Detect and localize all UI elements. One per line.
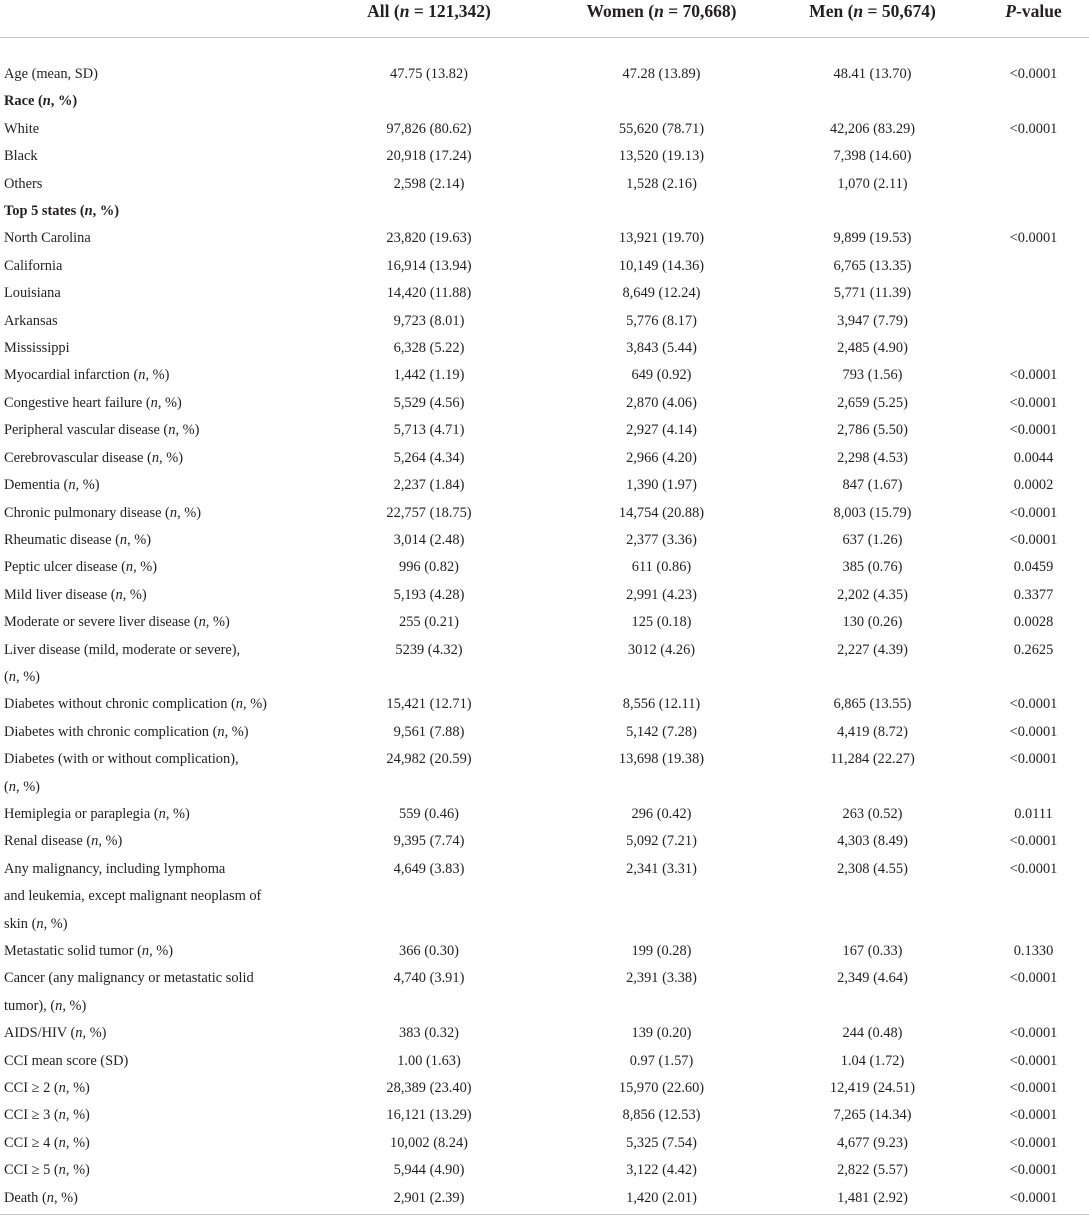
cell-men: 9,899 (19.53) (833, 230, 912, 247)
cell-p-value: <0.0001 (1009, 1134, 1058, 1151)
cell-p-value (978, 993, 1089, 1020)
cell-women: 649 (0.92) (631, 367, 692, 384)
cell-women: 3012 (4.26) (627, 641, 696, 658)
row-label: Diabetes without chronic complication (n, %) (4, 696, 267, 713)
cell-women: 5,325 (7.54) (626, 1134, 697, 1151)
row-label: Age (mean, SD) (4, 66, 98, 82)
row-label: and leukemia, except malignant neoplasm of (4, 888, 262, 905)
table-row (0, 116, 1089, 143)
cell-women: 3,122 (4.42) (626, 1162, 697, 1179)
cell-women: 296 (0.42) (631, 805, 692, 822)
table-row (0, 664, 1089, 691)
cell-men: 2,349 (4.64) (837, 970, 908, 987)
cell-p-value: <0.0001 (1009, 1189, 1058, 1206)
cell-all: 10,002 (8.24) (390, 1134, 468, 1151)
cell-p-value: <0.0001 (1009, 1107, 1058, 1124)
row-label: CCI ≥ 4 (n, %) (4, 1134, 90, 1151)
table-row (0, 719, 1089, 746)
cell-all: 996 (0.82) (399, 559, 459, 576)
cell-all: 5239 (4.32) (395, 641, 463, 658)
table-row (0, 1102, 1089, 1129)
row-label: Chronic pulmonary disease (n, %) (4, 504, 202, 521)
cell-all: 4,740 (3.91) (393, 970, 465, 987)
row-label: Peptic ulcer disease (n, %) (4, 559, 158, 576)
cell-all (302, 198, 556, 225)
table-row (0, 883, 1089, 910)
cell-men: 1,070 (2.11) (837, 175, 908, 192)
cell-all: 22,757 (18.75) (386, 504, 472, 521)
cell-p-value (978, 88, 1089, 115)
cell-p-value: <0.0001 (1009, 833, 1058, 850)
row-label: Congestive heart failure (n, %) (4, 394, 182, 411)
cell-all: 24,982 (20.59) (386, 751, 472, 768)
table-body (0, 61, 1089, 1212)
cell-men: 2,308 (4.55) (837, 860, 908, 877)
cell-p-value (978, 911, 1089, 938)
cell-men: 7,398 (14.60) (833, 148, 912, 165)
cell-men: 1,481 (2.92) (837, 1189, 908, 1206)
cell-men: 637 (1.26) (842, 531, 903, 548)
cell-women: 2,991 (4.23) (626, 586, 697, 603)
table-row (0, 225, 1089, 252)
cell-all: 4,649 (3.83) (393, 860, 465, 877)
cell-men: 2,786 (5.50) (837, 422, 908, 439)
header-p-value: P-value (1005, 1, 1062, 21)
cell-all: 2,901 (2.39) (393, 1189, 465, 1206)
row-label: CCI ≥ 3 (n, %) (4, 1107, 90, 1124)
row-label: CCI mean score (SD) (4, 1052, 129, 1069)
cell-p-value: <0.0001 (1009, 422, 1058, 439)
cell-all: 1,442 (1.19) (393, 367, 465, 384)
row-label: AIDS/HIV (n, %) (4, 1025, 107, 1042)
row-label: Rheumatic disease (n, %) (4, 531, 152, 548)
cell-all: 14,420 (11.88) (386, 285, 472, 302)
cell-women: 5,092 (7.21) (626, 833, 697, 850)
cell-men: 5,771 (11.39) (833, 285, 912, 302)
cell-women: 5,776 (8.17) (626, 312, 697, 329)
cell-p-value: 0.0028 (1013, 614, 1054, 631)
cell-men (767, 774, 978, 801)
cell-men: 167 (0.33) (842, 943, 903, 959)
cell-men (767, 911, 978, 938)
cell-men: 2,659 (5.25) (837, 394, 908, 411)
row-label: Death (n, %) (4, 1189, 78, 1206)
cell-men: 1.04 (1.72) (840, 1052, 905, 1069)
cell-women: 13,520 (19.13) (618, 148, 705, 165)
cell-women: 125 (0.18) (631, 614, 692, 631)
table-row (0, 445, 1089, 472)
cell-men: 6,865 (13.55) (833, 696, 912, 713)
row-label: CCI ≥ 2 (n, %) (4, 1080, 90, 1097)
cell-p-value: 0.0002 (1013, 477, 1054, 494)
section-row (0, 88, 1089, 115)
cell-men: 4,419 (8.72) (837, 723, 908, 740)
cell-women: 1,528 (2.16) (626, 175, 697, 192)
cell-p-value: <0.0001 (1009, 751, 1058, 768)
cell-p-value (978, 198, 1089, 225)
cell-women: 13,921 (19.70) (618, 230, 705, 247)
cell-all: 2,598 (2.14) (393, 175, 465, 192)
cell-men: 3,947 (7.79) (837, 312, 908, 329)
cell-p-value: <0.0001 (1009, 970, 1058, 987)
table-row (0, 609, 1089, 636)
row-label: Louisiana (4, 285, 61, 302)
cell-women: 14,754 (20.88) (618, 504, 705, 521)
cell-women: 1,390 (1.97) (626, 477, 697, 494)
cell-men: 793 (1.56) (842, 367, 903, 384)
table-row (0, 472, 1089, 499)
row-label: Race (n, %) (4, 93, 78, 110)
header-women: Women (n = 70,668) (586, 1, 737, 21)
cell-women: 10,149 (14.36) (618, 257, 705, 274)
cell-p-value: <0.0001 (1009, 860, 1058, 877)
cell-men (767, 993, 978, 1020)
row-label: Mild liver disease (n, %) (4, 586, 147, 603)
table-row (0, 61, 1089, 88)
cell-p-value: <0.0001 (1009, 66, 1058, 82)
table-row (0, 637, 1089, 664)
cell-men: 4,677 (9.23) (837, 1134, 908, 1151)
table-row (0, 253, 1089, 280)
cell-p-value: <0.0001 (1009, 1052, 1058, 1069)
table-row (0, 774, 1089, 801)
row-label: skin (n, %) (4, 915, 68, 932)
cell-p-value: <0.0001 (1009, 1162, 1058, 1179)
table-row (0, 527, 1089, 554)
row-label: Diabetes with chronic complication (n, %) (4, 723, 249, 740)
table-row (0, 143, 1089, 170)
table-row (0, 1075, 1089, 1102)
cell-women: 2,927 (4.14) (626, 422, 697, 439)
table-row (0, 582, 1089, 609)
cell-men: 2,485 (4.90) (837, 340, 908, 357)
cell-men: 130 (0.26) (842, 614, 903, 631)
table-row (0, 500, 1089, 527)
row-label: Cancer (any malignancy or metastatic solid (4, 970, 254, 987)
cell-all (302, 883, 556, 910)
cell-men: 2,298 (4.53) (837, 449, 908, 466)
cell-women: 47.28 (13.89) (622, 66, 701, 82)
cell-p-value: <0.0001 (1009, 230, 1058, 247)
cell-men: 244 (0.48) (842, 1025, 903, 1042)
cell-women: 2,377 (3.36) (626, 531, 697, 548)
cell-all: 5,193 (4.28) (393, 586, 465, 603)
footer-rule (0, 1214, 1089, 1215)
cell-all: 16,121 (13.29) (386, 1107, 472, 1124)
cell-women: 15,970 (22.60) (618, 1080, 705, 1097)
cell-men: 42,206 (83.29) (829, 120, 916, 137)
cell-p-value (978, 308, 1089, 335)
cell-p-value: <0.0001 (1009, 394, 1058, 411)
cell-men: 2,202 (4.35) (837, 586, 908, 603)
cell-p-value: <0.0001 (1009, 531, 1058, 548)
cell-men: 7,265 (14.34) (833, 1107, 912, 1124)
cell-women: 8,556 (12.11) (622, 696, 701, 713)
cell-women (556, 664, 767, 691)
cell-p-value: <0.0001 (1009, 504, 1058, 521)
cell-p-value: 0.2625 (1013, 641, 1054, 658)
cell-women: 199 (0.28) (631, 943, 692, 959)
cell-all: 383 (0.32) (399, 1025, 459, 1042)
cell-women: 8,856 (12.53) (622, 1107, 701, 1124)
cell-women (556, 993, 767, 1020)
table-row (0, 1048, 1089, 1075)
cell-p-value: 0.3377 (1013, 586, 1054, 603)
cell-women (556, 883, 767, 910)
cell-all: 5,264 (4.34) (393, 449, 465, 466)
cell-men (767, 883, 978, 910)
row-label: Liver disease (mild, moderate or severe), (4, 641, 241, 658)
cell-all: 15,421 (12.71) (386, 696, 472, 713)
table-row (0, 691, 1089, 718)
cell-p-value (978, 143, 1089, 170)
table-row (0, 308, 1089, 335)
cell-women: 55,620 (78.71) (618, 120, 705, 137)
cell-p-value: <0.0001 (1009, 1025, 1058, 1042)
section-row (0, 198, 1089, 225)
table-row (0, 417, 1089, 444)
table-row (0, 390, 1089, 417)
cell-all: 1.00 (1.63) (397, 1052, 461, 1069)
cell-p-value (978, 883, 1089, 910)
cell-p-value (978, 280, 1089, 307)
row-label: tumor), (n, %) (4, 997, 87, 1014)
table-row (0, 993, 1089, 1020)
table-row (0, 801, 1089, 828)
header-all: All (n = 121,342) (367, 1, 491, 21)
cell-men: 2,227 (4.39) (837, 641, 908, 658)
cell-all: 5,944 (4.90) (393, 1162, 465, 1179)
cell-men (767, 664, 978, 691)
table-row (0, 362, 1089, 389)
cell-p-value (978, 171, 1089, 198)
header-blank-cell (0, 0, 302, 23)
row-label: (n, %) (4, 668, 40, 685)
row-label: Cerebrovascular disease (n, %) (4, 449, 184, 466)
cell-p-value (978, 774, 1089, 801)
cell-women: 139 (0.20) (631, 1025, 692, 1042)
cell-men: 12,419 (24.51) (829, 1080, 916, 1097)
cell-women: 1,420 (2.01) (626, 1189, 697, 1206)
cell-p-value: 0.1330 (1013, 943, 1054, 959)
cell-men: 263 (0.52) (842, 805, 903, 822)
cell-p-value (978, 335, 1089, 362)
table-row (0, 554, 1089, 581)
row-label: White (4, 120, 40, 137)
row-label: Diabetes (with or without complication), (4, 751, 239, 768)
cell-men (767, 198, 978, 225)
row-label: Black (4, 148, 38, 165)
cell-all (302, 664, 556, 691)
cell-all: 2,237 (1.84) (393, 477, 465, 494)
cell-men: 4,303 (8.49) (837, 833, 908, 850)
table-row (0, 1185, 1089, 1212)
cell-all: 6,328 (5.22) (393, 340, 465, 357)
row-label: Dementia (n, %) (4, 477, 100, 494)
table-row (0, 280, 1089, 307)
cell-women (556, 774, 767, 801)
cell-women: 3,843 (5.44) (626, 340, 697, 357)
table-header (0, 0, 1089, 61)
row-label: Myocardial infarction (n, %) (4, 367, 170, 384)
cell-women: 611 (0.86) (631, 559, 692, 576)
cell-all: 3,014 (2.48) (393, 531, 465, 548)
cell-women: 2,870 (4.06) (626, 394, 697, 411)
cell-all: 28,389 (23.40) (386, 1080, 472, 1097)
cell-all: 20,918 (17.24) (386, 148, 472, 165)
row-label: Metastatic solid tumor (n, %) (4, 943, 174, 959)
cell-all: 9,723 (8.01) (393, 312, 465, 329)
cell-men: 48.41 (13.70) (833, 66, 912, 82)
row-label: Peripheral vascular disease (n, %) (4, 422, 200, 439)
cell-p-value (978, 664, 1089, 691)
cell-women (556, 88, 767, 115)
cell-all: 47.75 (13.82) (390, 66, 468, 82)
row-label: Any malignancy, including lymphoma (4, 860, 226, 877)
table-row (0, 335, 1089, 362)
cell-p-value: 0.0111 (1014, 805, 1053, 822)
row-label: North Carolina (4, 230, 91, 247)
row-label: Moderate or severe liver disease (n, %) (4, 614, 230, 631)
cell-all: 255 (0.21) (399, 614, 459, 631)
row-label: Hemiplegia or paraplegia (n, %) (4, 805, 190, 822)
cell-women (556, 911, 767, 938)
table-row (0, 828, 1089, 855)
table-row (0, 938, 1089, 965)
cell-all: 366 (0.30) (399, 943, 459, 959)
cell-all: 9,395 (7.74) (393, 833, 465, 850)
cell-p-value: <0.0001 (1009, 367, 1058, 384)
row-label: Top 5 states (n, %) (4, 203, 120, 220)
cell-women: 2,391 (3.38) (626, 970, 697, 987)
cell-men (767, 88, 978, 115)
cell-p-value: 0.0459 (1013, 559, 1054, 576)
cell-men: 847 (1.67) (842, 477, 903, 494)
row-label: (n, %) (4, 778, 40, 795)
table-row (0, 911, 1089, 938)
cell-all: 16,914 (13.94) (386, 257, 472, 274)
row-label: Mississippi (4, 340, 70, 357)
cell-men: 2,822 (5.57) (837, 1162, 908, 1179)
table-row (0, 171, 1089, 198)
cell-men: 6,765 (13.35) (833, 257, 912, 274)
cell-all: 23,820 (19.63) (386, 230, 472, 247)
table-row (0, 1020, 1089, 1047)
cell-women: 2,341 (3.31) (626, 860, 697, 877)
cell-p-value (978, 253, 1089, 280)
cell-p-value: <0.0001 (1009, 120, 1058, 137)
cell-all (302, 993, 556, 1020)
cell-p-value: <0.0001 (1009, 1080, 1058, 1097)
cell-women: 8,649 (12.24) (622, 285, 701, 302)
header-men: Men (n = 50,674) (809, 1, 936, 21)
table-row (0, 1157, 1089, 1184)
row-label: Others (4, 175, 43, 192)
cell-p-value: 0.0044 (1013, 449, 1054, 466)
cell-women: 0.97 (1.57) (629, 1052, 694, 1069)
cell-women (556, 198, 767, 225)
row-label: California (4, 257, 63, 274)
table-row (0, 965, 1089, 992)
cell-all (302, 774, 556, 801)
cell-all: 5,529 (4.56) (393, 394, 465, 411)
cell-all: 5,713 (4.71) (393, 422, 465, 439)
table-row (0, 1130, 1089, 1157)
cell-men: 11,284 (22.27) (830, 751, 915, 768)
row-label: Renal disease (n, %) (4, 833, 123, 850)
cell-all (302, 911, 556, 938)
cell-men: 385 (0.76) (842, 559, 903, 576)
cell-p-value: <0.0001 (1009, 723, 1058, 740)
row-label: Arkansas (4, 312, 58, 329)
cell-all: 559 (0.46) (399, 805, 459, 822)
table-row (0, 856, 1089, 883)
cell-all: 97,826 (80.62) (386, 120, 472, 137)
cell-men: 8,003 (15.79) (833, 504, 912, 521)
cell-women: 5,142 (7.28) (626, 723, 697, 740)
row-label: CCI ≥ 5 (n, %) (4, 1162, 90, 1179)
cell-p-value: <0.0001 (1009, 696, 1058, 713)
cell-all: 9,561 (7.88) (393, 723, 465, 740)
table-row (0, 746, 1089, 773)
cell-all (302, 88, 556, 115)
cell-women: 13,698 (19.38) (618, 751, 705, 768)
cell-women: 2,966 (4.20) (626, 449, 697, 466)
